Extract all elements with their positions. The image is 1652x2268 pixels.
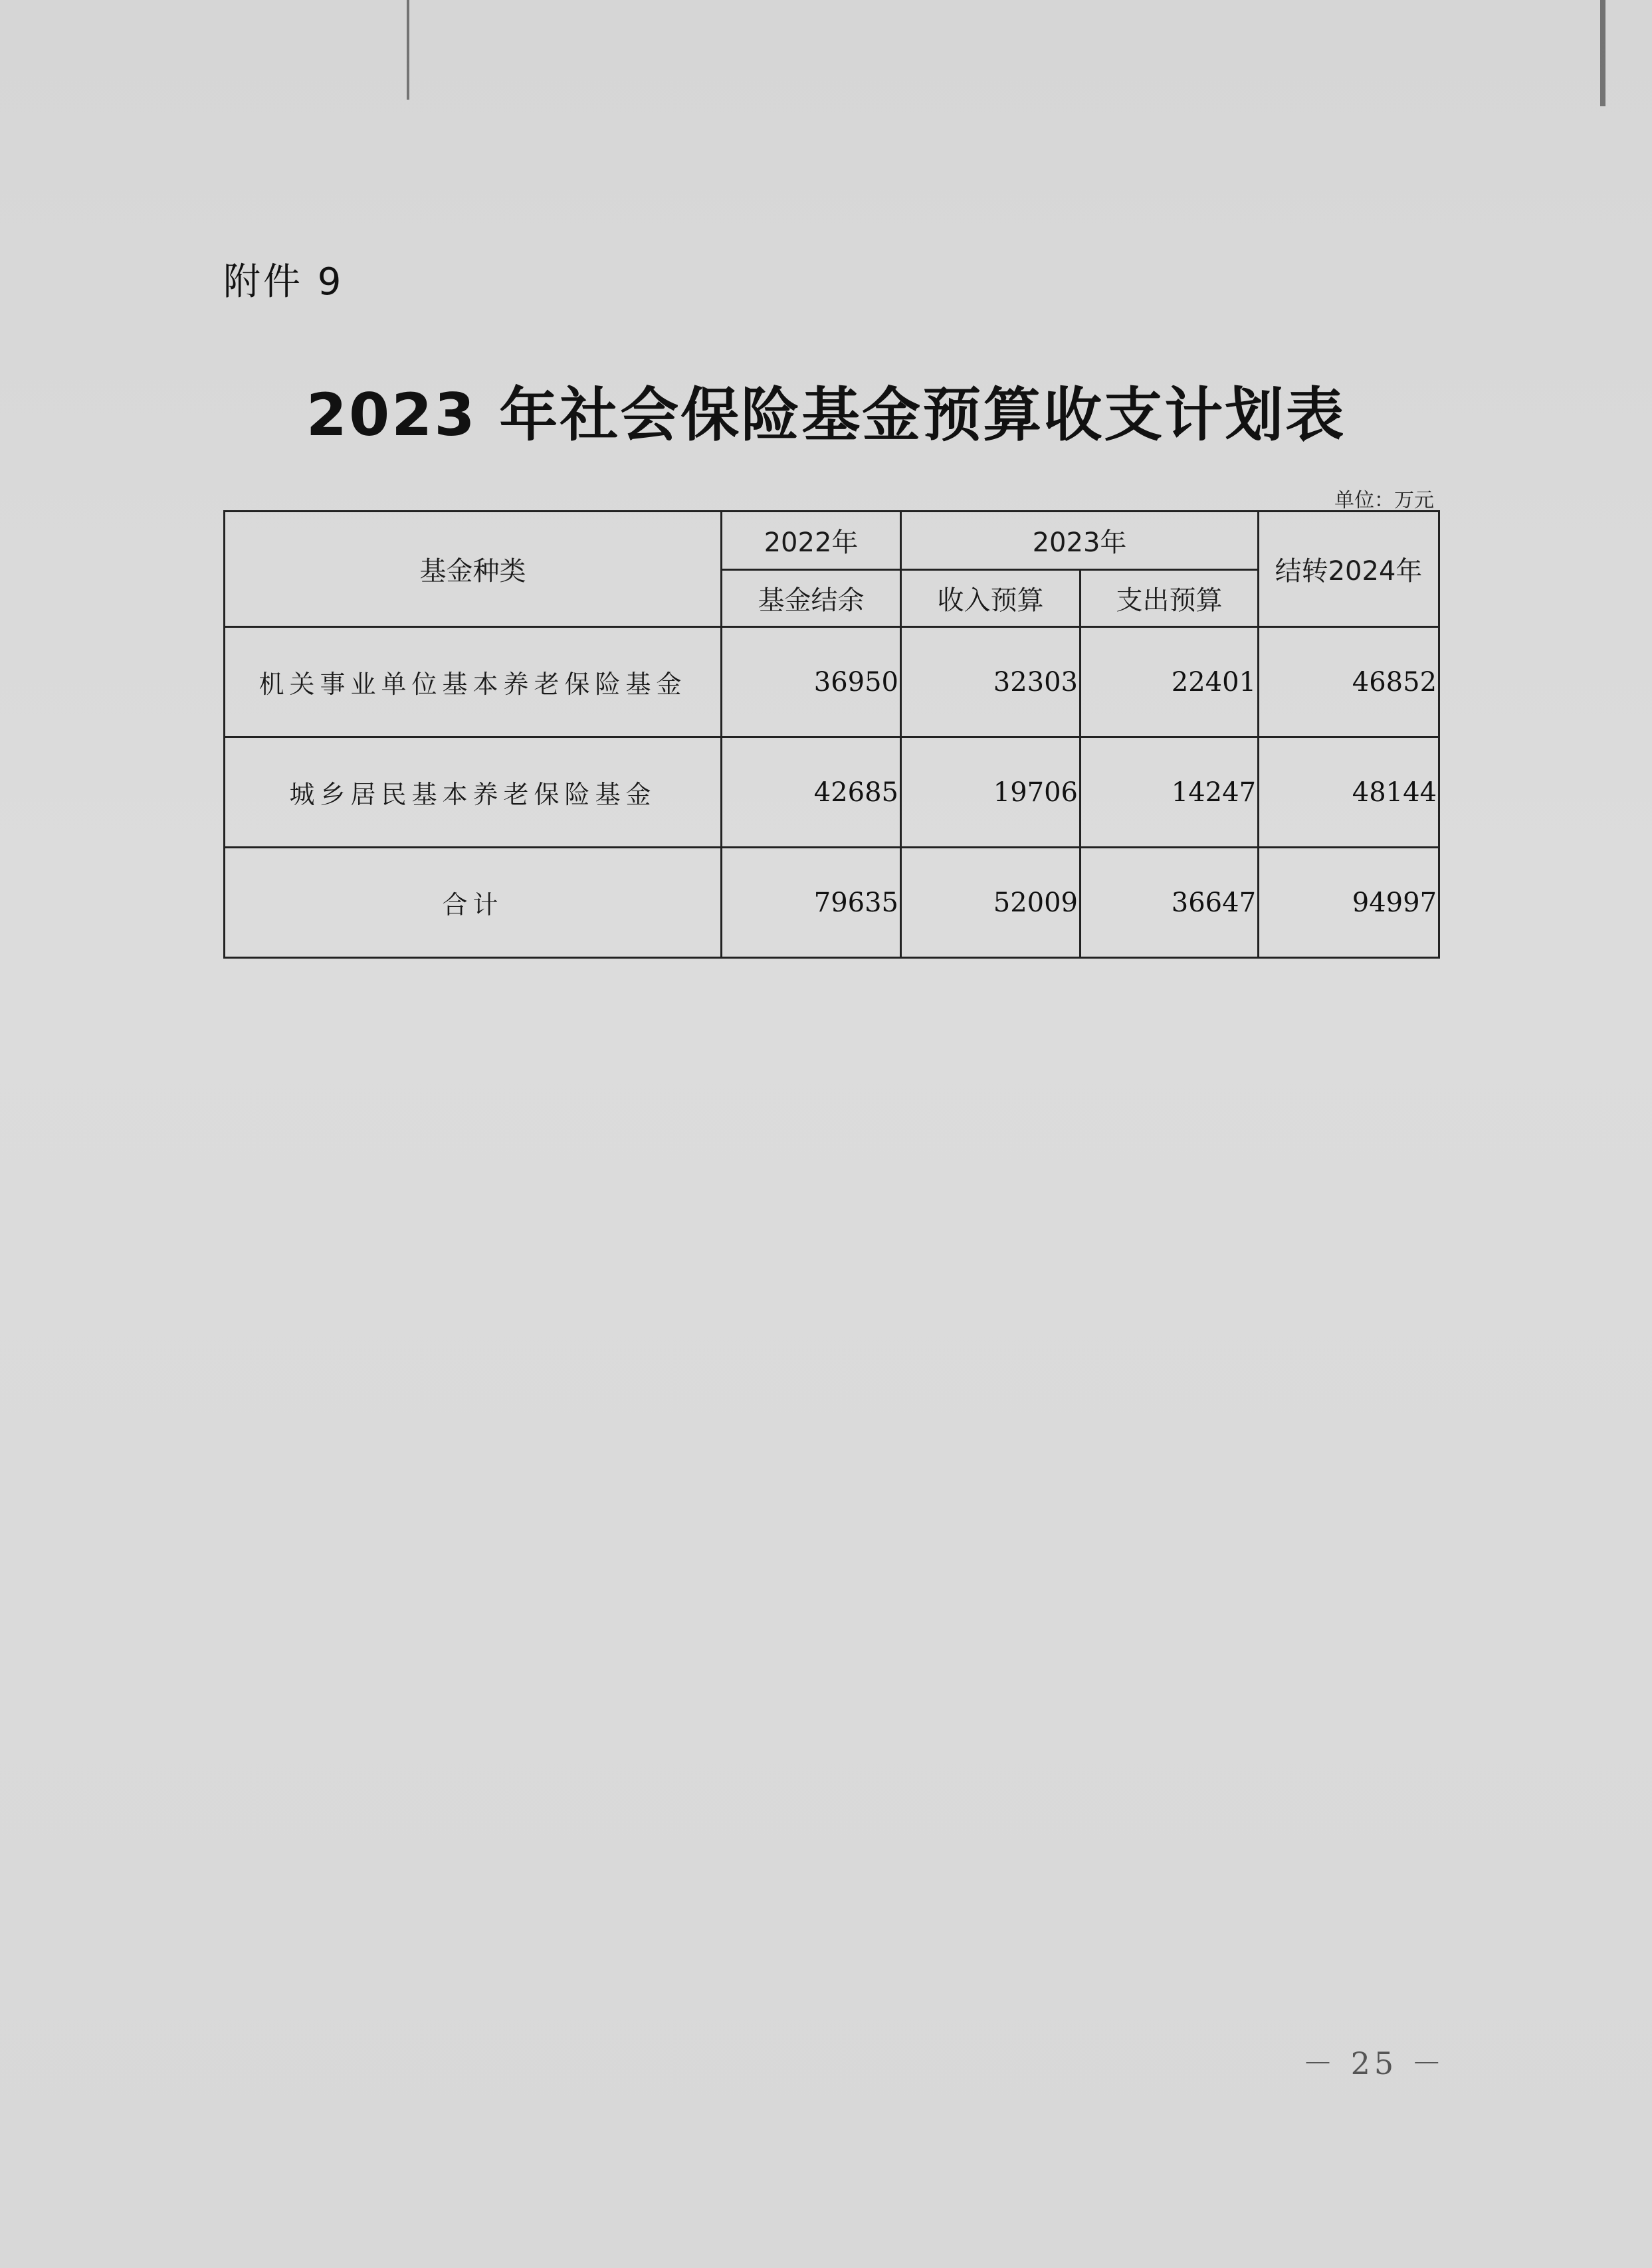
table-row-total [225, 848, 1439, 958]
table-row [225, 737, 1439, 848]
header-carry-over: 结转2024年 [1259, 512, 1439, 627]
balance-2022-cell: 79635 [722, 848, 901, 958]
scan-edge-mark [1600, 0, 1605, 106]
carry-2024-cell: 48144 [1259, 737, 1439, 848]
page-number: － 25 － [1302, 2045, 1446, 2081]
fund-name-cell: 城乡居民基本养老保险基金 [225, 737, 722, 848]
balance-2022-cell: 36950 [722, 627, 901, 737]
fund-name-cell: 合计 [225, 848, 722, 958]
carry-2024-cell: 46852 [1259, 627, 1439, 737]
income-2023-cell: 52009 [901, 848, 1081, 958]
carry-2024-cell: 94997 [1259, 848, 1439, 958]
expense-2023-cell: 22401 [1081, 627, 1259, 737]
income-2023-cell: 19706 [901, 737, 1081, 848]
header-income-budget: 收入预算 [901, 570, 1081, 627]
expense-2023-cell: 14247 [1081, 737, 1259, 848]
budget-table [223, 510, 1440, 959]
header-year-2023: 2023年 [901, 512, 1259, 570]
scan-edge-mark [407, 0, 409, 100]
fund-name-cell: 机关事业单位基本养老保险基金 [225, 627, 722, 737]
header-year-2022: 2022年 [722, 512, 901, 570]
header-fund-balance: 基金结余 [722, 570, 901, 627]
table-row [225, 627, 1439, 737]
income-2023-cell: 32303 [901, 627, 1081, 737]
header-expense-budget: 支出预算 [1081, 570, 1259, 627]
header-fund-type: 基金种类 [225, 512, 722, 627]
header-row-top [225, 512, 1439, 570]
unit-note: 单位：万元 [1334, 489, 1434, 512]
document-title: 2023 年社会保险基金预算收支计划表 [306, 381, 1346, 449]
balance-2022-cell: 42685 [722, 737, 901, 848]
attachment-label: 附件 9 [223, 260, 344, 304]
expense-2023-cell: 36647 [1081, 848, 1259, 958]
